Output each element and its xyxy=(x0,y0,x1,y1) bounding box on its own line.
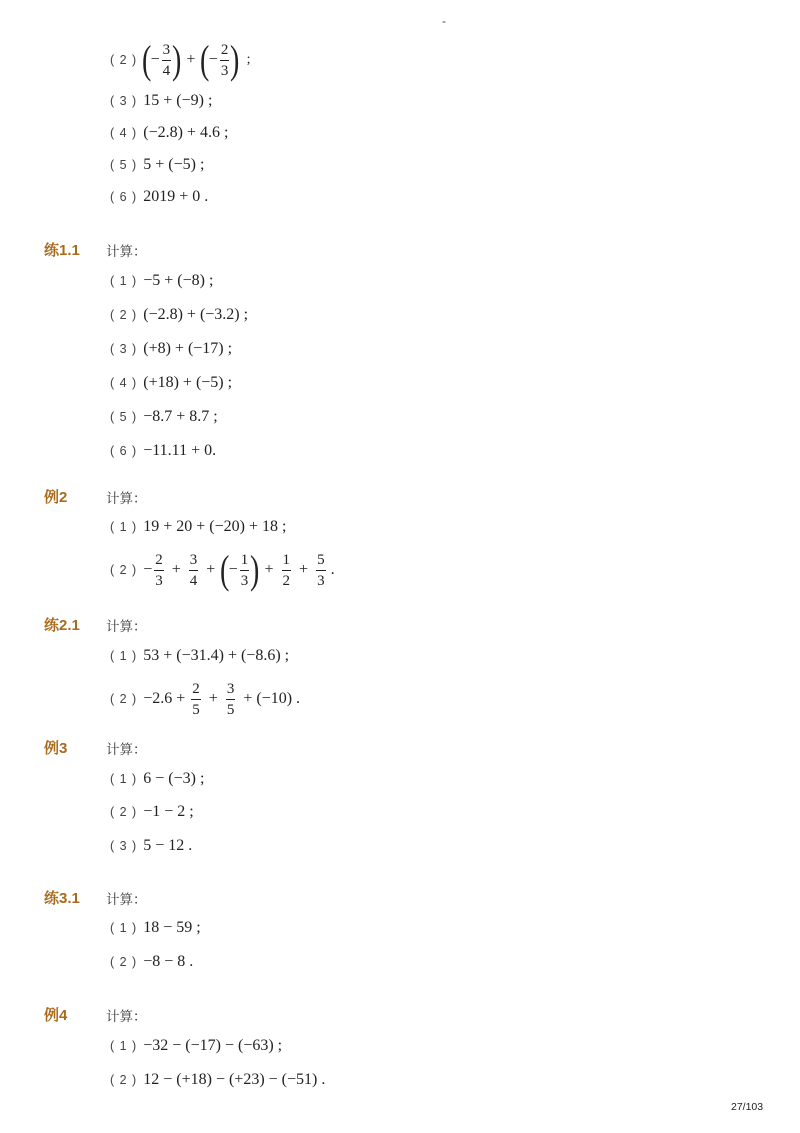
calc-heading: 计算： xyxy=(106,619,147,635)
expression: 15 + (−9) ; xyxy=(143,92,213,109)
item-number: ( 6 ) xyxy=(110,444,138,458)
item-number: ( 2 ) xyxy=(110,1073,138,1087)
expression: 18 − 59 ; xyxy=(143,919,201,936)
plus-operator: + xyxy=(206,561,216,578)
expression: (−2.8) + 4.6 ; xyxy=(143,124,229,141)
period: . xyxy=(330,561,335,578)
fraction: $\frac{3}{4}$ xyxy=(162,41,171,79)
item-number: ( 6 ) xyxy=(110,190,138,204)
example-label: 例3 xyxy=(44,740,68,757)
right-paren: ) xyxy=(172,37,182,82)
problem-item xyxy=(110,434,248,468)
problem-item xyxy=(110,795,204,829)
right-paren: ) xyxy=(250,547,260,592)
left-paren: ( xyxy=(200,37,210,82)
problem-item xyxy=(110,911,201,945)
calc-heading: 计算： xyxy=(106,1009,147,1025)
problem-item xyxy=(110,298,248,332)
fraction: $\frac{5}{3}$ xyxy=(317,551,325,589)
fraction: $\frac{1}{2}$ xyxy=(282,551,291,589)
semicolon: ; xyxy=(246,52,251,67)
exercise-problem-list xyxy=(110,639,300,723)
expression: 6 − (−3) ; xyxy=(143,770,205,787)
minus-sign: − xyxy=(150,51,160,68)
exercise-label: 练1.1 xyxy=(44,242,80,259)
item-number: ( 3 ) xyxy=(110,342,138,356)
expression: 2019 + 0 . xyxy=(143,188,209,205)
expression: 53 + (−31.4) + (−8.6) ; xyxy=(143,647,290,664)
item-number: ( 1 ) xyxy=(110,772,138,786)
item-number: ( 2 ) xyxy=(110,805,138,819)
item-number: ( 1 ) xyxy=(110,520,138,534)
page-number: 27/103 xyxy=(731,1101,764,1113)
item-number: ( 3 ) xyxy=(110,94,138,108)
problem-item xyxy=(110,510,335,544)
expression: + (−10) . xyxy=(243,690,301,707)
problem-item xyxy=(110,1063,325,1097)
item-number: ( 4 ) xyxy=(110,376,138,390)
expression: −11.11 + 0. xyxy=(143,442,217,459)
problem-item xyxy=(110,829,204,863)
problem-item xyxy=(110,180,251,214)
expression: 5 − 12 . xyxy=(143,837,193,854)
calc-heading: 计算： xyxy=(106,892,147,908)
item-number: ( 2 ) xyxy=(110,308,138,322)
fraction: $\frac{2}{3}$ xyxy=(155,551,163,589)
fraction: $\frac{3}{4}$ xyxy=(189,551,198,589)
problem-item xyxy=(110,762,204,796)
example-label: 例4 xyxy=(44,1007,68,1024)
expression: −1 − 2 ; xyxy=(143,803,194,820)
item-number: ( 1 ) xyxy=(110,649,138,663)
example-problem-list xyxy=(110,1029,325,1097)
exercise-label: 练2.1 xyxy=(44,617,80,634)
item-number: ( 1 ) xyxy=(110,921,138,935)
left-paren: ( xyxy=(142,37,152,82)
item-number: ( 1 ) xyxy=(110,274,138,288)
expression: −8 − 8 . xyxy=(143,953,194,970)
plus-operator: + xyxy=(186,51,196,68)
calc-heading: 计算： xyxy=(106,491,147,507)
expression: 12 − (+18) − (+23) − (−51) . xyxy=(143,1071,326,1088)
expression: 19 + 20 + (−20) + 18 ; xyxy=(143,518,287,535)
calc-heading: 计算： xyxy=(106,742,147,758)
problem-item xyxy=(110,148,251,182)
item-number: ( 2 ) xyxy=(110,563,138,577)
right-paren: ) xyxy=(230,37,240,82)
expression: (+8) + (−17) ; xyxy=(143,340,233,357)
item-number: ( 5 ) xyxy=(110,410,138,424)
expression: 5 + (−5) ; xyxy=(143,156,205,173)
top-problem-list xyxy=(110,36,251,214)
plus-operator: + xyxy=(208,690,218,707)
expression: −2.6 + xyxy=(143,690,186,707)
plus-operator: + xyxy=(299,561,309,578)
problem-item xyxy=(110,116,251,150)
plus-operator: + xyxy=(171,561,181,578)
item-number: ( 2 ) xyxy=(110,53,138,67)
fraction: $\frac{2}{5}$ xyxy=(192,680,200,718)
exercise-problem-list xyxy=(110,911,201,979)
problem-item xyxy=(110,332,248,366)
problem-item xyxy=(110,675,300,723)
problem-item xyxy=(110,400,248,434)
left-paren: ( xyxy=(220,547,230,592)
problem-item xyxy=(110,264,248,298)
expression: −32 − (−17) − (−63) ; xyxy=(143,1037,283,1054)
calc-heading: 计算： xyxy=(106,244,147,260)
page-mark: - xyxy=(442,14,446,28)
item-number: ( 2 ) xyxy=(110,692,138,706)
expression: (+18) + (−5) ; xyxy=(143,374,233,391)
problem-item xyxy=(110,84,251,118)
fraction: $\frac{1}{3}$ xyxy=(240,551,249,589)
minus-sign: − xyxy=(228,561,238,578)
exercise-label: 练3.1 xyxy=(44,890,80,907)
expression: −5 + (−8) ; xyxy=(143,272,214,289)
example-problem-list xyxy=(110,762,204,863)
minus-sign: − xyxy=(143,561,153,578)
item-number: ( 2 ) xyxy=(110,955,138,969)
minus-sign: − xyxy=(208,51,218,68)
problem-item xyxy=(110,639,300,673)
problem-item xyxy=(110,36,251,84)
exercise-problem-list xyxy=(110,264,248,468)
fraction: $\frac{2}{3}$ xyxy=(220,41,229,79)
item-number: ( 3 ) xyxy=(110,839,138,853)
item-number: ( 1 ) xyxy=(110,1039,138,1053)
problem-item xyxy=(110,546,335,594)
fraction: $\frac{3}{5}$ xyxy=(226,680,235,718)
item-number: ( 5 ) xyxy=(110,158,138,172)
plus-operator: + xyxy=(264,561,274,578)
problem-item xyxy=(110,1029,325,1063)
example-label: 例2 xyxy=(44,489,68,506)
example-problem-list xyxy=(110,510,335,594)
problem-item xyxy=(110,945,201,979)
expression: −8.7 + 8.7 ; xyxy=(143,408,218,425)
expression: (−2.8) + (−3.2) ; xyxy=(143,306,249,323)
item-number: ( 4 ) xyxy=(110,126,138,140)
problem-item xyxy=(110,366,248,400)
